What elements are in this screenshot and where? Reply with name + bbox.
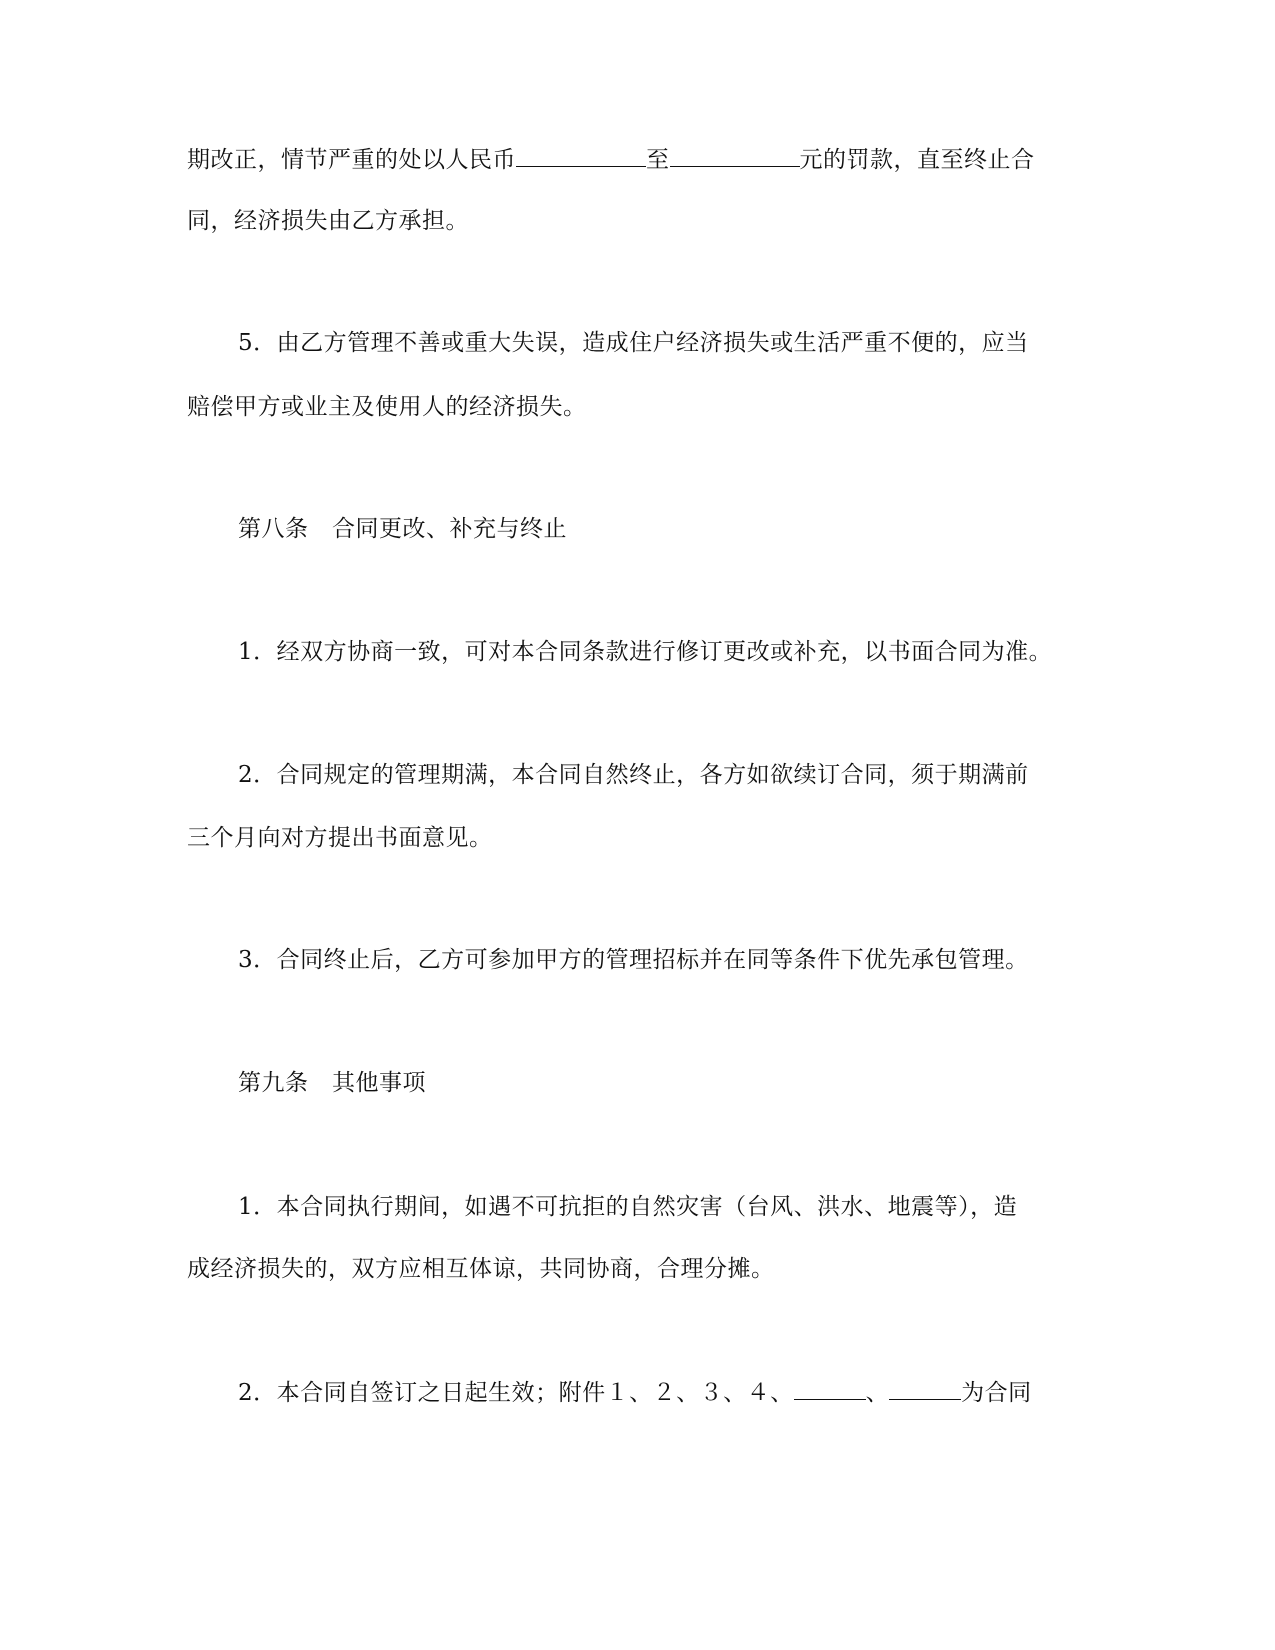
clause-8-3: 3．合同终止后，乙方可参加甲方的管理招标并在同等条件下优先承包管理。: [238, 947, 1029, 973]
paragraph-line: 同，经济损失由乙方承担。: [187, 208, 469, 234]
fill-in-blank-attachment-6: [889, 1377, 961, 1400]
paragraph-line: 成经济损失的，双方应相互体谅，共同协商，合理分摊。: [187, 1256, 775, 1282]
fill-in-blank-min-amount: [516, 144, 646, 167]
article-heading-9: 第九条 其他事项: [238, 1070, 426, 1096]
clause-9-1: 1．本合同执行期间，如遇不可抗拒的自然灾害（台风、洪水、地震等），造: [238, 1194, 1018, 1220]
text-segment: 为合同: [961, 1380, 1032, 1406]
clause-8-1: 1．经双方协商一致，可对本合同条款进行修订更改或补充，以书面合同为准。: [238, 639, 1053, 665]
text-segment: 期改正，情节严重的处以人民币: [187, 147, 516, 173]
article-heading-8: 第八条 合同更改、补充与终止: [238, 516, 567, 542]
paragraph-line-penalty: [187, 144, 1087, 175]
paragraph-line: 赔偿甲方或业主及使用人的经济损失。: [187, 394, 587, 420]
text-segment: 2．本合同自签订之日起生效；附件１、２、３、４、: [238, 1380, 794, 1406]
text-segment: 至: [646, 147, 670, 173]
text-segment: 、: [865, 1380, 890, 1406]
clause-5: 5．由乙方管理不善或重大失误，造成住户经济损失或生活严重不便的，应当: [238, 330, 1029, 356]
clause-8-2: 2．合同规定的管理期满，本合同自然终止，各方如欲续订合同，须于期满前: [238, 762, 1029, 788]
fill-in-blank-attachment-5: [794, 1377, 866, 1400]
fill-in-blank-max-amount: [670, 144, 800, 167]
text-segment: 元的罚款，直至终止合: [799, 147, 1035, 173]
paragraph-line: 三个月向对方提出书面意见。: [187, 825, 493, 851]
clause-9-2: [238, 1377, 1138, 1408]
